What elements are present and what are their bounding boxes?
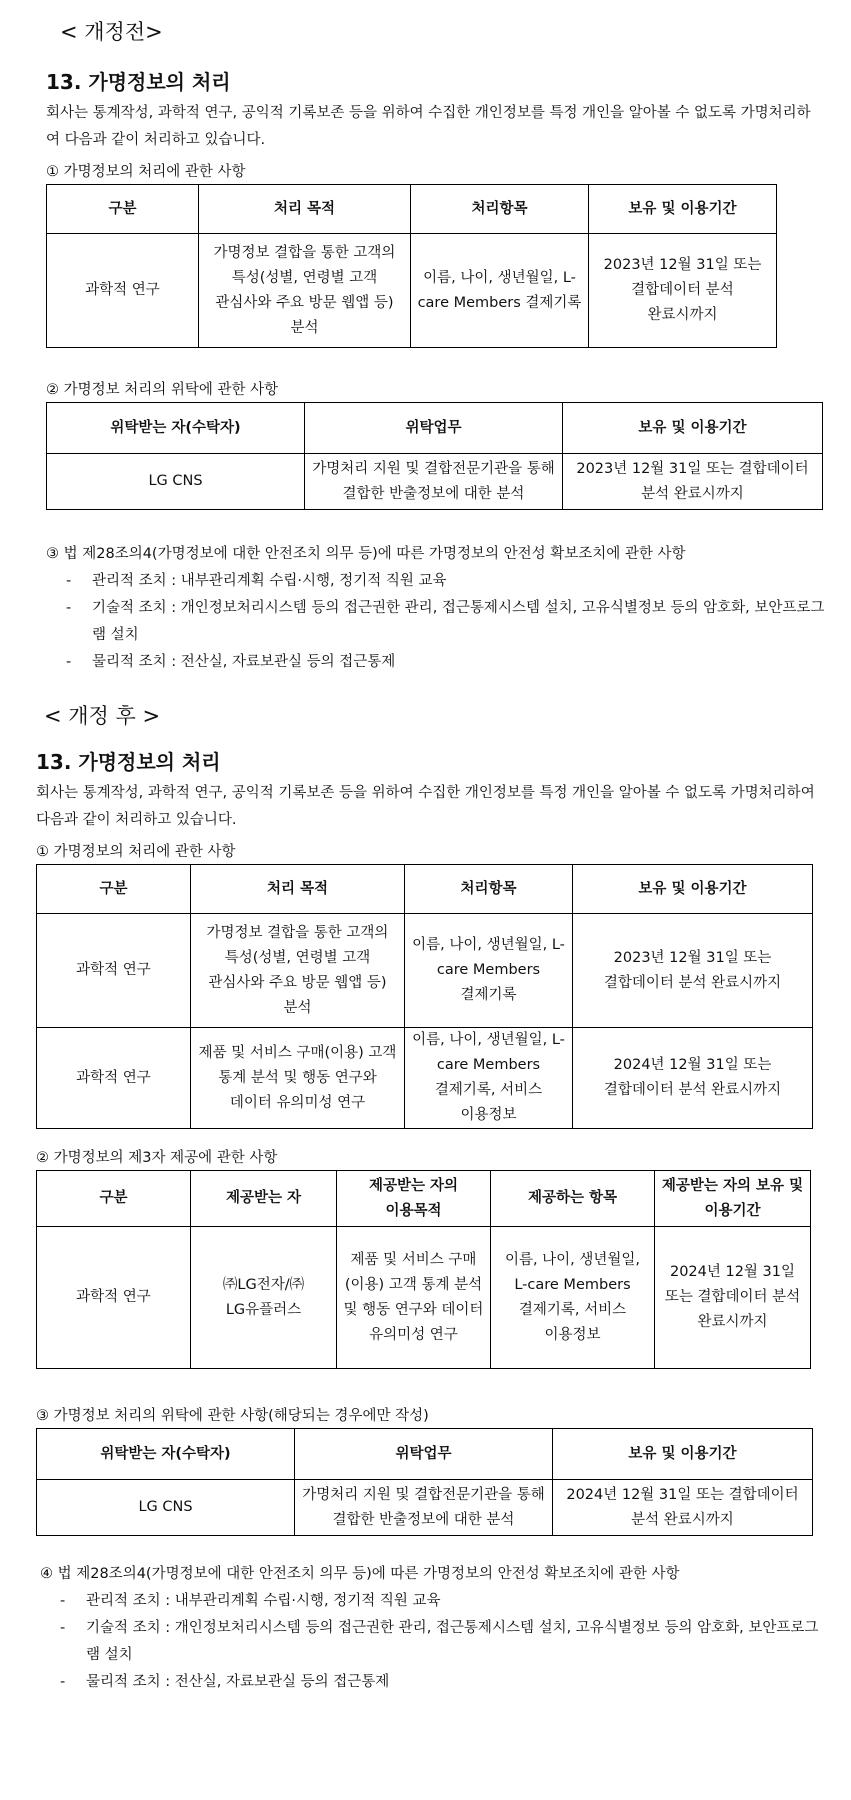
before-table-processing xyxy=(46,184,777,348)
table-header: 위탁업무 xyxy=(305,403,563,454)
after-measures-list xyxy=(58,1588,820,1696)
list-item: - 관리적 조치 : 내부관리계획 수립·시행, 정기적 직원 교육 xyxy=(66,573,447,589)
after-header: < 개정 후 > xyxy=(44,704,161,728)
before-measures-list xyxy=(64,568,826,676)
table-header: 제공받는 자 xyxy=(191,1171,337,1227)
before-sub3: ③ 법 제28조의4(가명정보에 대한 안전조치 의무 등)에 따른 가명정보의 안전성 확보조치에 관한 사항 xyxy=(46,546,686,562)
list-item: - 관리적 조치 : 내부관리계획 수립·시행, 정기적 직원 교육 xyxy=(60,1593,441,1609)
table-cell: LG CNS xyxy=(47,454,305,510)
table-header: 처리항목 xyxy=(411,185,589,234)
table-header: 제공받는 자의 이용목적 xyxy=(337,1171,491,1227)
table-row xyxy=(47,234,777,348)
before-intro: 회사는 통계작성, 과학적 연구, 공익적 기록보존 등을 위하여 수집한 개인정보를 특정 개인을 알아볼 수 없도록 가명처리하여 다음과 같이 처리하고 있습니다. xyxy=(46,105,811,148)
table-cell: 제품 및 서비스 구매(이용) 고객 통계 분석 및 행동 연구와 데이터 유의미성 연구 xyxy=(337,1227,491,1369)
before-sub1: ① 가명정보의 처리에 관한 사항 xyxy=(46,164,246,180)
table-cell: 2023년 12월 31일 또는 결합데이터 분석 완료시까지 xyxy=(563,454,823,510)
table-row xyxy=(37,914,813,1028)
table-row xyxy=(47,454,823,510)
table-cell: 과학적 연구 xyxy=(37,914,191,1028)
table-header: 구분 xyxy=(47,185,199,234)
before-header: < 개정전> xyxy=(60,20,163,44)
table-cell: 가명정보 결합을 통한 고객의 특성(성별, 연령별 고객 관심사와 주요 방문 웹앱 등) 분석 xyxy=(199,234,411,348)
list-item: - 물리적 조치 : 전산실, 자료보관실 등의 접근통제 xyxy=(66,654,396,670)
before-sub2: ② 가명정보 처리의 위탁에 관한 사항 xyxy=(46,382,279,398)
table-cell: 2024년 12월 31일 또는 결합데이터 분석 완료시까지 xyxy=(573,1028,813,1129)
after-intro: 회사는 통계작성, 과학적 연구, 공익적 기록보존 등을 위하여 수집한 개인정보를 특정 개인을 알아볼 수 없도록 가명처리하여 다음과 같이 처리하고 있습니다. xyxy=(36,785,815,828)
after-section-title: 13. 가명정보의 처리 xyxy=(36,750,221,774)
table-cell: ㈜LG전자/㈜LG유플러스 xyxy=(191,1227,337,1369)
table-cell: 가명처리 지원 및 결합전문기관을 통해 결합한 반출정보에 대한 분석 xyxy=(295,1480,553,1536)
table-header: 제공받는 자의 보유 및 이용기간 xyxy=(655,1171,811,1227)
table-cell: 가명정보 결합을 통한 고객의 특성(성별, 연령별 고객 관심사와 주요 방문 웹앱 등) 분석 xyxy=(191,914,405,1028)
table-header: 위탁받는 자(수탁자) xyxy=(47,403,305,454)
table-header: 처리 목적 xyxy=(191,865,405,914)
list-item: - 기술적 조치 : 개인정보처리시스템 등의 접근권한 관리, 접근통제시스템 설치, 고유식별정보 등의 암호화, 보안프로그램 설치 xyxy=(60,1620,819,1663)
table-cell: LG CNS xyxy=(37,1480,295,1536)
table-header: 보유 및 이용기간 xyxy=(563,403,823,454)
before-section-title: 13. 가명정보의 처리 xyxy=(46,70,231,94)
after-table-processing xyxy=(36,864,813,1129)
table-row xyxy=(37,1227,811,1369)
table-cell: 2024년 12월 31일 또는 결합데이터 분석 완료시까지 xyxy=(655,1227,811,1369)
table-header: 처리 목적 xyxy=(199,185,411,234)
table-header: 처리항목 xyxy=(405,865,573,914)
table-cell: 2023년 12월 31일 또는 결합데이터 분석 완료시까지 xyxy=(573,914,813,1028)
table-header: 보유 및 이용기간 xyxy=(553,1429,813,1480)
before-table-entrust xyxy=(46,402,823,510)
table-cell: 과학적 연구 xyxy=(37,1028,191,1129)
table-cell: 이름, 나이, 생년월일, L-care Members 결제기록, 서비스 이용정보 xyxy=(491,1227,655,1369)
after-table-entrust xyxy=(36,1428,813,1536)
after-sub3: ③ 가명정보 처리의 위탁에 관한 사항(해당되는 경우에만 작성) xyxy=(36,1408,429,1424)
list-item: - 물리적 조치 : 전산실, 자료보관실 등의 접근통제 xyxy=(60,1674,390,1690)
table-header: 보유 및 이용기간 xyxy=(589,185,777,234)
after-sub1: ① 가명정보의 처리에 관한 사항 xyxy=(36,844,236,860)
after-table-third-party xyxy=(36,1170,811,1369)
table-header: 제공하는 항목 xyxy=(491,1171,655,1227)
table-cell: 제품 및 서비스 구매(이용) 고객 통계 분석 및 행동 연구와 데이터 유의미성 연구 xyxy=(191,1028,405,1129)
list-item: - 기술적 조치 : 개인정보처리시스템 등의 접근권한 관리, 접근통제시스템 설치, 고유식별정보 등의 암호화, 보안프로그램 설치 xyxy=(66,600,825,643)
after-sub4: ④ 법 제28조의4(가명정보에 대한 안전조치 의무 등)에 따른 가명정보의 안전성 확보조치에 관한 사항 xyxy=(40,1566,680,1582)
table-cell: 2024년 12월 31일 또는 결합데이터 분석 완료시까지 xyxy=(553,1480,813,1536)
table-cell: 과학적 연구 xyxy=(47,234,199,348)
table-cell: 2023년 12월 31일 또는 결합데이터 분석 완료시까지 xyxy=(589,234,777,348)
table-header: 위탁받는 자(수탁자) xyxy=(37,1429,295,1480)
table-header: 보유 및 이용기간 xyxy=(573,865,813,914)
table-cell: 이름, 나이, 생년월일, L-care Members 결제기록 xyxy=(411,234,589,348)
table-row xyxy=(37,1480,813,1536)
table-cell: 가명처리 지원 및 결합전문기관을 통해 결합한 반출정보에 대한 분석 xyxy=(305,454,563,510)
table-header: 구분 xyxy=(37,1171,191,1227)
table-header: 구분 xyxy=(37,865,191,914)
table-header: 위탁업무 xyxy=(295,1429,553,1480)
after-sub2: ② 가명정보의 제3자 제공에 관한 사항 xyxy=(36,1150,278,1166)
table-row xyxy=(37,1028,813,1129)
table-cell: 이름, 나이, 생년월일, L-care Members 결제기록 xyxy=(405,914,573,1028)
table-cell: 이름, 나이, 생년월일, L-care Members 결제기록, 서비스 이용정보 xyxy=(405,1028,573,1129)
table-cell: 과학적 연구 xyxy=(37,1227,191,1369)
